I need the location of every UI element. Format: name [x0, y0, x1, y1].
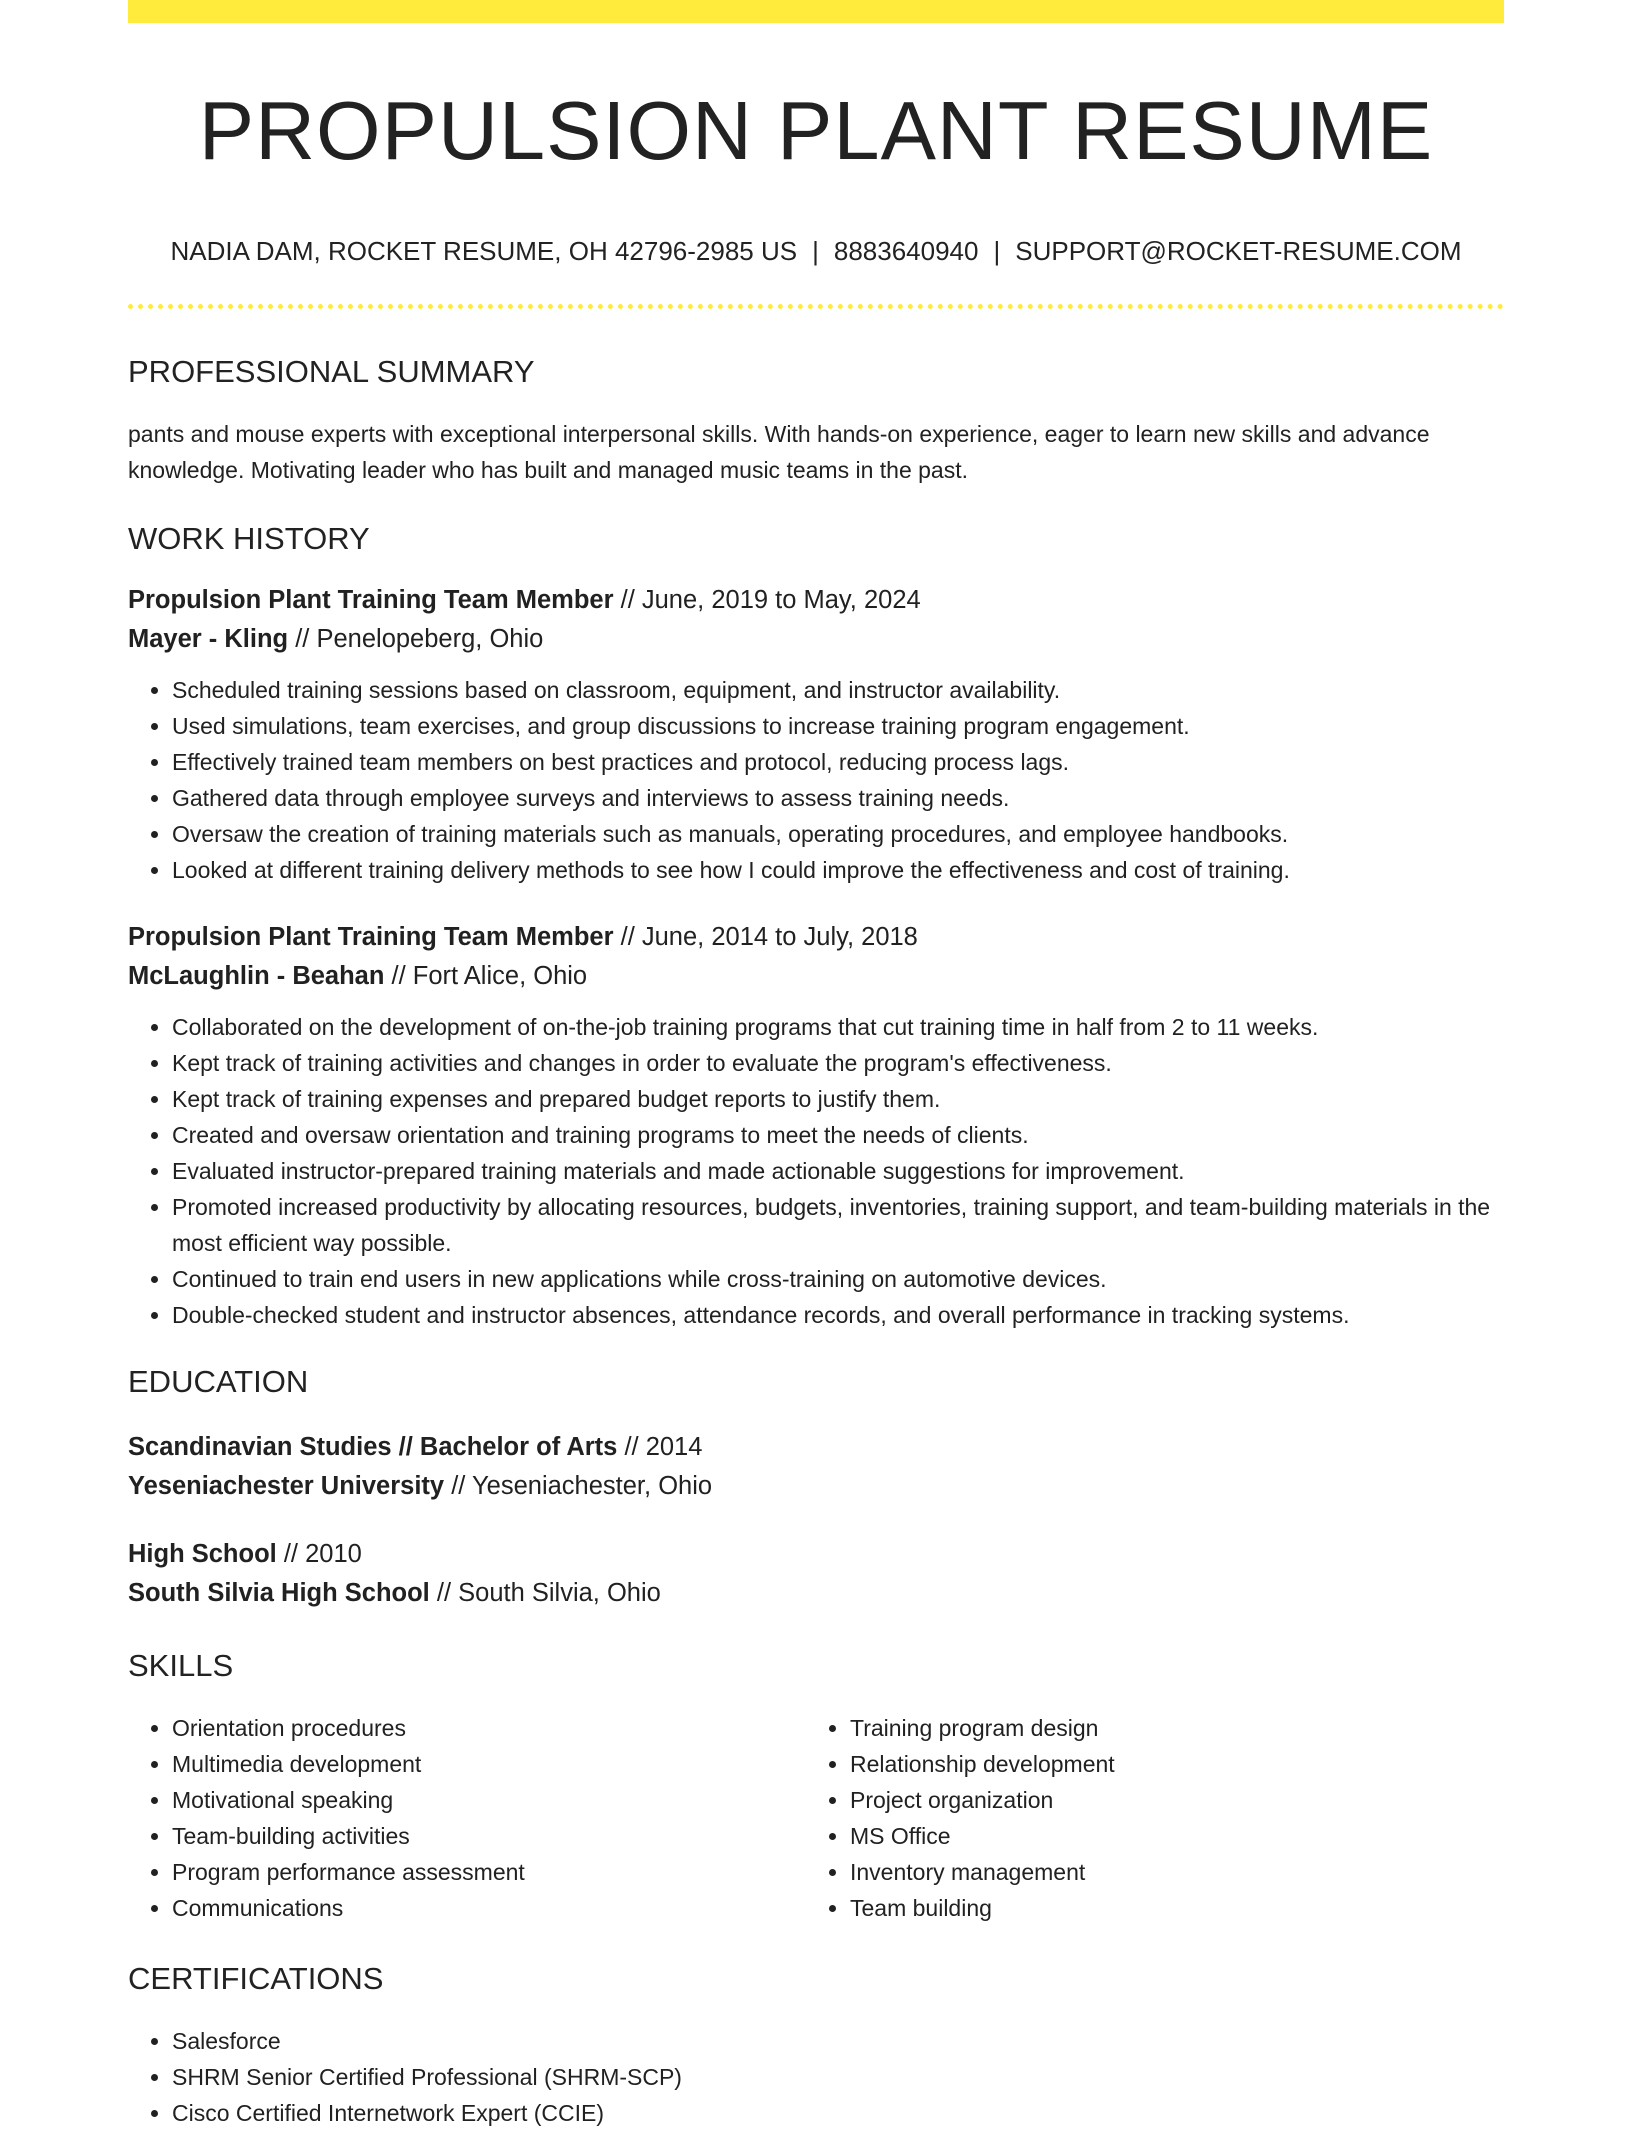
certifications-list — [128, 2023, 1504, 2131]
job-bullets — [128, 1009, 1504, 1333]
contact-separator: | — [993, 236, 1001, 267]
contact-separator: | — [812, 236, 819, 267]
certification-item: • SHRM Senior Certified Professional (SHRM-SCP) — [172, 2059, 1504, 2095]
accent-top-bar — [128, 0, 1504, 23]
job-bullet: • Kept track of training expenses and prepared budget reports to justify them. — [172, 1081, 1504, 1117]
education-entry — [128, 1428, 1504, 1506]
education-year: // 2014 — [624, 1433, 703, 1462]
job-bullets — [128, 672, 1504, 888]
job-bullet: • Effectively trained team members on best practices and protocol, reducing process lags. — [172, 744, 1504, 780]
skill-item: • Relationship development — [850, 1746, 1484, 1782]
skill-item: • Team-building activities — [172, 1818, 806, 1854]
contact-address: NADIA DAM, ROCKET RESUME, OH 42796-2985 US — [170, 236, 798, 267]
skill-item: • Training program design — [850, 1710, 1484, 1746]
job-entry — [128, 581, 1504, 888]
job-entry — [128, 918, 1504, 1333]
skill-item: • Communications — [172, 1890, 806, 1926]
job-bullet: • Used simulations, team exercises, and group discussions to increase training program engagement. — [172, 708, 1504, 744]
dotted-divider — [128, 304, 1504, 309]
section-heading-work-history: WORK HISTORY — [128, 520, 370, 556]
skill-item: • Multimedia development — [172, 1746, 806, 1782]
education-year: // 2010 — [283, 1540, 362, 1569]
job-bullet: • Scheduled training sessions based on classroom, equipment, and instructor availability. — [172, 672, 1504, 708]
job-dates: // June, 2014 to July, 2018 — [620, 922, 918, 951]
section-heading-education: EDUCATION — [128, 1363, 309, 1399]
education-entry — [128, 1535, 1504, 1613]
education-location: // Yeseniachester, Ohio — [451, 1472, 713, 1501]
section-heading-summary: PROFESSIONAL SUMMARY — [128, 354, 535, 390]
job-bullet: • Evaluated instructor-prepared training materials and made actionable suggestions for improvement. — [172, 1153, 1504, 1189]
section-heading-skills: SKILLS — [128, 1648, 234, 1684]
education-school-line — [128, 1574, 1504, 1613]
skill-item: • Motivational speaking — [172, 1782, 806, 1818]
job-bullet: • Looked at different training delivery methods to see how I could improve the effectiveness and cost of training. — [172, 852, 1504, 888]
skill-item: • Orientation procedures — [172, 1710, 806, 1746]
job-bullet: • Kept track of training activities and changes in order to evaluate the program's effectiveness. — [172, 1045, 1504, 1081]
skill-item: • MS Office — [850, 1818, 1484, 1854]
job-location: // Penelopeberg, Ohio — [295, 624, 544, 653]
certification-item: • Cisco Certified Internetwork Expert (CCIE) — [172, 2095, 1504, 2131]
education-school: South Silvia High School — [128, 1579, 430, 1608]
skill-item: • Team building — [850, 1890, 1484, 1926]
education-degree-line — [128, 1428, 1504, 1467]
skill-item: • Inventory management — [850, 1854, 1484, 1890]
job-company-line — [128, 620, 1504, 659]
contact-line — [128, 236, 1504, 267]
education-degree: Scandinavian Studies // Bachelor of Arts — [128, 1433, 618, 1462]
skills-column-right — [806, 1710, 1484, 1926]
job-title: Propulsion Plant Training Team Member — [128, 585, 614, 614]
skill-item: • Project organization — [850, 1782, 1484, 1818]
skill-item: • Program performance assessment — [172, 1854, 806, 1890]
contact-email: SUPPORT@ROCKET-RESUME.COM — [1015, 236, 1462, 267]
education-school-line — [128, 1467, 1504, 1506]
job-company: McLaughlin - Beahan — [128, 961, 385, 990]
job-location: // Fort Alice, Ohio — [391, 961, 588, 990]
job-company: Mayer - Kling — [128, 624, 289, 653]
resume-page — [128, 0, 1504, 2131]
summary-text: pants and mouse experts with exceptional interpersonal skills. With hands-on experience, eager to learn new skills and advance knowledge. Motivating leader who has built and managed music teams in the past. — [128, 420, 1430, 483]
job-company-line — [128, 957, 1504, 996]
job-title-line — [128, 918, 1504, 957]
contact-phone: 8883640940 — [833, 236, 979, 267]
resume-title: PROPULSION PLANT RESUME — [198, 84, 1434, 177]
job-dates: // June, 2019 to May, 2024 — [620, 585, 921, 614]
certification-item: • Salesforce — [172, 2023, 1504, 2059]
education-school: Yeseniachester University — [128, 1472, 445, 1501]
job-bullet: • Continued to train end users in new applications while cross-training on automotive devices. — [172, 1261, 1504, 1297]
section-heading-certifications: CERTIFICATIONS — [128, 1961, 384, 1997]
education-degree-line — [128, 1535, 1504, 1574]
job-bullet: • Gathered data through employee surveys and interviews to assess training needs. — [172, 780, 1504, 816]
job-bullet: • Collaborated on the development of on-the-job training programs that cut training time in half from 2 to 11 weeks. — [172, 1009, 1504, 1045]
job-bullet: • Oversaw the creation of training materials such as manuals, operating procedures, and employee handbooks. — [172, 816, 1504, 852]
education-degree: High School — [128, 1540, 277, 1569]
job-title-line — [128, 581, 1504, 620]
job-bullet: • Double-checked student and instructor absences, attendance records, and overall performance in tracking systems. — [172, 1297, 1504, 1333]
skills-column-left — [128, 1710, 806, 1926]
job-title: Propulsion Plant Training Team Member — [128, 922, 614, 951]
education-location: // South Silvia, Ohio — [436, 1579, 661, 1608]
job-bullet: • Created and oversaw orientation and training programs to meet the needs of clients. — [172, 1117, 1504, 1153]
job-bullet: • Promoted increased productivity by allocating resources, budgets, inventories, training support, and team-building materials in the most efficient way possible. — [172, 1189, 1504, 1261]
skills-grid — [128, 1710, 1504, 1926]
